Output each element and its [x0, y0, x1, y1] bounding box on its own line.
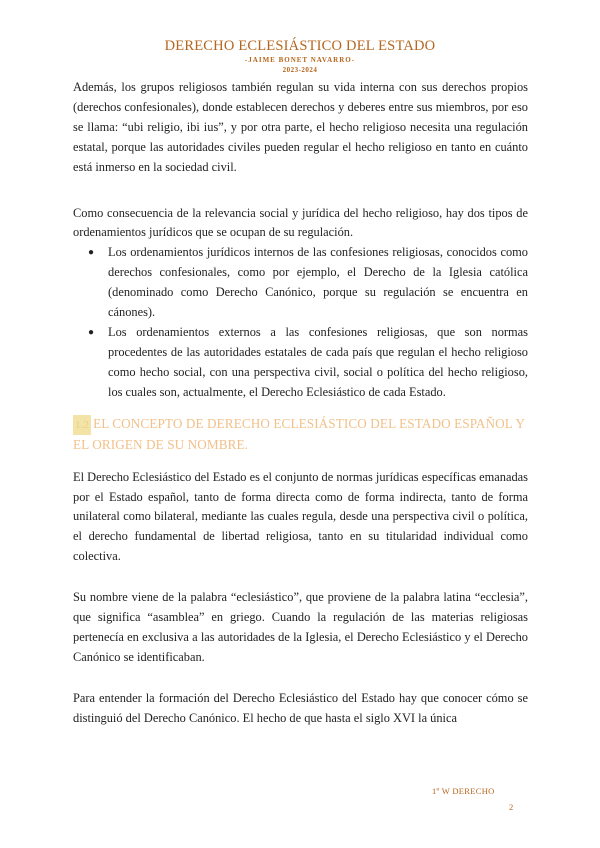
list-item: [88, 243, 528, 323]
document-author: -JAIME BONET NAVARRO-: [244, 56, 356, 64]
paragraph-formation: Para entender la formación del Derecho Eclesiástico del Estado hay que conocer cómo se distinguió del Derecho Canónico. El hecho de que hasta el siglo XVI la única: [73, 690, 528, 725]
page-header: [0, 38, 600, 75]
document-title: DERECHO ECLESIÁSTICO DEL ESTADO: [164, 38, 436, 54]
bullet-icon: ●: [88, 247, 95, 259]
list-item-text: Los ordenamientos externos a las confesiones religiosas, que son normas procedentes de las autoridades estatales de cada país que regulan el hecho religioso como hecho social, con una perspectiva civil, social o política del hecho religioso, los cuales son, actualmente, el Derecho Eclesiástico de cada Estado.: [108, 324, 528, 399]
section-number: 1.2: [73, 415, 91, 436]
document-body: [73, 78, 528, 729]
paragraph-religious-groups: Además, los grupos religiosos también regulan su vida interna con sus derechos propios (derechos confesionales), donde establecen derechos y deberes entre sus miembros, por eso se llama: “ubi religio, ibi ius”, y por otra parte, el hecho religioso necesita una regulación estatal, porque las autoridades civiles pueden regular el hecho religioso en tanto en cuánto está inmerso en la sociedad civil.: [73, 80, 528, 174]
section-heading: [73, 414, 528, 456]
paragraph-legal-orders: Como consecuencia de la relevancia social y jurídica del hecho religioso, hay dos tipos de ordenamientos jurídicos que se ocupan de su regulación.: [73, 205, 528, 240]
list-item: [88, 323, 528, 403]
footer-course-label: 1º W DERECHO: [432, 786, 495, 796]
paragraph-name-origin: Su nombre viene de la palabra “eclesiástico”, que proviene de la palabra latina “ecclesia”, que significa “asamblea” en griego. Cuando la regulación de las materias religiosas pertenecía en exclusiva a las autoridades de la Iglesia, el Derecho Eclesiástico y el Derecho Canónico se identificaban.: [73, 590, 528, 664]
list-item-text: Los ordenamientos jurídicos internos de las confesiones religiosas, conocidos como derechos confesionales, como por ejemplo, el Derecho de la Iglesia católica (denominado como Derecho Canónico, porque su regulación se encuentra en cánones).: [108, 245, 528, 320]
academic-year: 2023-2024: [282, 66, 318, 74]
section-title: EL CONCEPTO DE DERECHO ECLESIÁSTICO DEL ESTADO ESPAÑOL Y EL ORIGEN DE SU NOMBRE.: [73, 415, 525, 453]
page-number: 2: [509, 802, 514, 812]
bullet-icon: ●: [88, 326, 95, 338]
paragraph-definition: El Derecho Eclesiástico del Estado es el conjunto de normas jurídicas específicas emanadas por el Estado español, tanto de forma directa como de forma indirecta, tanto de forma unilateral como bilateral, mediante las cuales regula, desde una perspectiva civil o política, el derecho fundamental de libertad religiosa, tanto en su titularidad individual como colectiva.: [73, 469, 528, 564]
legal-orders-list: [73, 243, 528, 402]
